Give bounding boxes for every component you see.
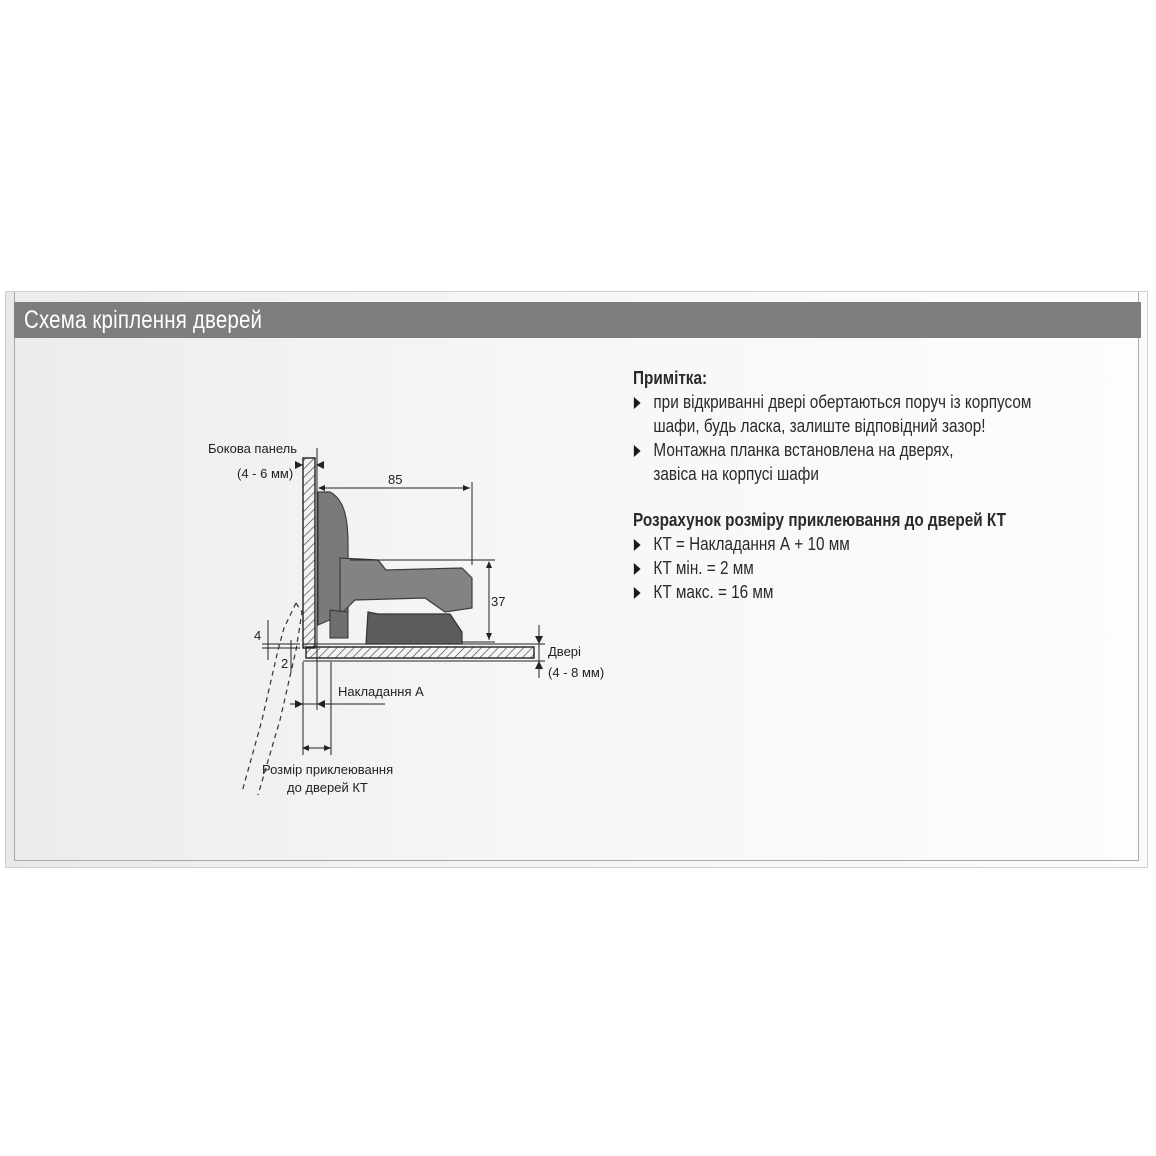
door-thickness-label: (4 - 8 мм) (548, 665, 605, 680)
dim-2-label: 2 (281, 656, 289, 671)
notes-block (633, 366, 1133, 604)
side-panel (303, 458, 315, 648)
note-heading: Примітка: (633, 368, 708, 388)
side-panel-label: Бокова панель (208, 441, 298, 456)
note-item-1 (633, 390, 1058, 414)
calc-item-2 (633, 556, 1058, 580)
hinge-base (330, 610, 348, 638)
calc-item-1 (633, 532, 1058, 556)
door-dim-arrow-bottom (535, 661, 543, 669)
door-dim-arrow-top (535, 636, 543, 644)
dim-37-label: 37 (491, 594, 506, 609)
door-label: Двері (548, 644, 581, 659)
bullet-arrow-icon (634, 563, 641, 575)
dim-85-label: 85 (388, 472, 403, 487)
door (306, 647, 534, 658)
hinge-arm (340, 558, 472, 615)
overlay-arrow-left (295, 700, 303, 708)
page-title: Схема кріплення дверей (24, 306, 263, 334)
overlay-arrow-right (317, 700, 325, 708)
dim-4-label: 4 (254, 628, 262, 643)
note-item-1-line2: шафи, будь ласка, залиште відповідний зазор! (653, 416, 986, 436)
calc-item-2-text: КТ мін. = 2 мм (653, 558, 754, 578)
overlay-label: Накладання А (338, 684, 424, 699)
bullet-arrow-icon (634, 397, 641, 409)
calc-item-3-text: КТ макс. = 16 мм (653, 582, 774, 602)
note-item-2-line2: завіса на корпусі шафи (653, 464, 819, 484)
kt-label-line1: Розмір приклеювання (262, 762, 394, 777)
bullet-arrow-icon (634, 539, 641, 551)
side-panel-arrow-left (295, 461, 303, 469)
kt-label-line2: до дверей КТ (287, 780, 368, 795)
bullet-arrow-icon (634, 587, 641, 599)
calc-heading: Розрахунок розміру приклеювання до дверей КТ (633, 510, 1006, 530)
note-item-1-line1: при відкриванні двері обертаються поруч із корпусом (653, 392, 1032, 412)
note-item-2 (633, 438, 1058, 462)
side-panel-thickness-label: (4 - 6 мм) (237, 466, 294, 481)
calc-item-1-text: КТ = Накладання А + 10 мм (653, 534, 850, 554)
note-item-2-line1: Монтажна планка встановлена на дверях, (653, 440, 954, 460)
mounting-plate (366, 612, 462, 644)
bullet-arrow-icon (634, 445, 641, 457)
calc-item-3 (633, 580, 1058, 604)
